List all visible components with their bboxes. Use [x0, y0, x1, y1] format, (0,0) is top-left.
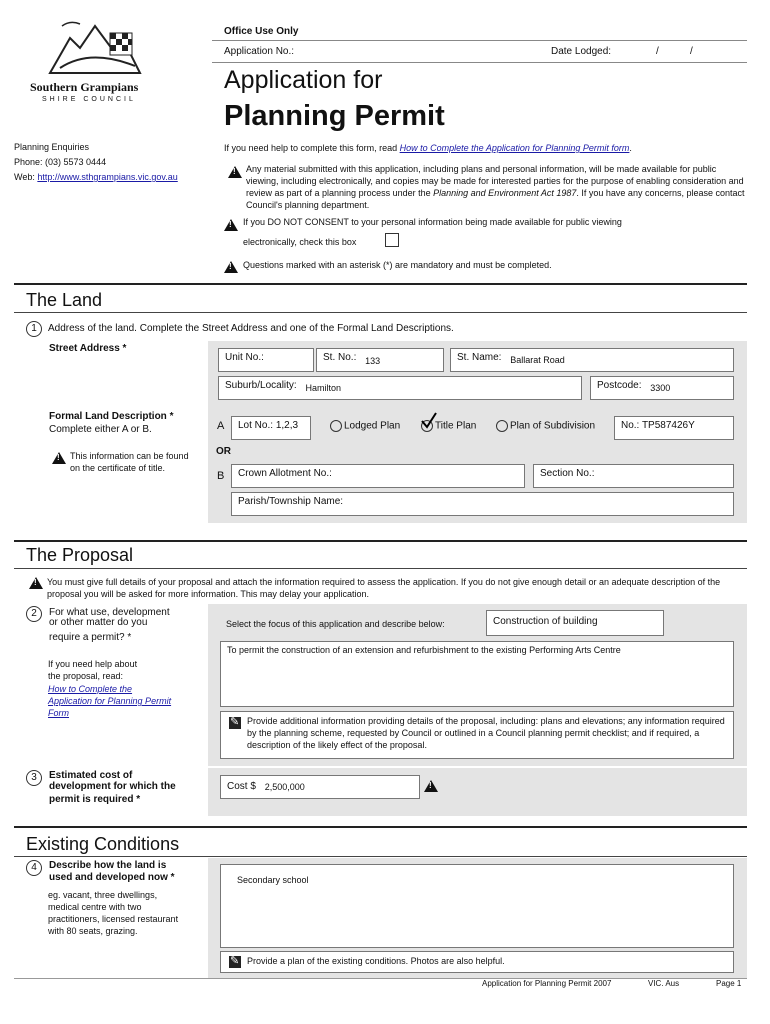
footer-page: Page 1	[716, 979, 742, 988]
cost-field[interactable]	[220, 775, 420, 799]
cost-question-1: Estimated cost of	[49, 770, 133, 781]
proposal-warning: You must give full details of your proposal and attach the information required to assess the application. If you do not give enough detail or an adequate description of the proposal you will be asked for more information. This may delay your application.	[47, 577, 721, 599]
unit-no-label: Unit No.:	[225, 352, 264, 363]
postcode-field[interactable]	[590, 376, 734, 400]
date-slash-1: /	[656, 46, 659, 57]
date-slash-2: /	[690, 46, 693, 57]
help-end: .	[629, 143, 632, 153]
help-text	[224, 143, 744, 153]
crown-allotment-label: Crown Allotment No.:	[238, 468, 332, 479]
cost-label: Cost $	[227, 781, 256, 792]
pencil-icon	[229, 956, 241, 968]
date-lodged-field: Date Lodged:	[551, 46, 612, 57]
proposal-help-link[interactable]: How to Complete the Application for Planning Permit Form	[48, 684, 172, 718]
proposal-help-2: the proposal, read:	[48, 671, 124, 681]
cost-question-2: development for which the	[49, 781, 176, 792]
existing-example: eg. vacant, three dwellings, medical centre with two practitioners, licensed restaurant with 80 seats, grazing.	[48, 890, 179, 936]
question-4-number: 4	[26, 860, 42, 876]
street-name-field[interactable]	[450, 348, 734, 372]
help-link[interactable]: How to Complete the Application for Planning Permit form	[399, 143, 630, 153]
lot-no-field[interactable]	[231, 416, 311, 440]
question-2-line1: For what use, development	[49, 607, 170, 618]
proposal-description[interactable]	[220, 641, 734, 707]
pencil-icon	[229, 717, 241, 729]
section-proposal: The Proposal	[26, 545, 134, 565]
lot-no-value: 1,2,3	[275, 420, 299, 431]
street-no-field[interactable]	[316, 348, 444, 372]
planning-enquiries: Planning Enquiries	[14, 142, 90, 152]
application-no-field: Application No.:	[224, 46, 295, 57]
question-2-line3: require a permit? *	[49, 632, 132, 643]
proposal-help-1: If you need help about	[48, 659, 138, 669]
plan-of-subdivision-option[interactable]	[496, 420, 595, 432]
postcode-value: 3300	[650, 383, 671, 393]
title-plan-label: Title Plan	[435, 420, 477, 432]
existing-plan-note-box	[220, 951, 734, 973]
certificate-info: This information can be found on the certificate of title.	[70, 451, 189, 473]
consent-line1: If you DO NOT CONSENT to your personal information being made available for public viewing	[243, 217, 622, 227]
lodged-plan-option[interactable]	[330, 420, 400, 432]
question-4-line1: Describe how the land is	[49, 860, 167, 871]
crown-allotment-field[interactable]	[231, 464, 525, 488]
consent-checkbox[interactable]	[385, 233, 399, 247]
warning-icon	[224, 261, 238, 273]
question-3-number: 3	[26, 770, 42, 786]
title-line1: Application for	[224, 66, 383, 94]
page-title: Planning Permit	[224, 100, 445, 132]
notice-act: Planning and Environment Act 1987	[433, 188, 577, 198]
footer-state: VIC. Aus	[648, 979, 680, 988]
website	[14, 172, 178, 182]
existing-plan-note: Provide a plan of the existing conditions. Photos are also helpful.	[247, 956, 505, 966]
focus-label: Select the focus of this application and describe below:	[226, 619, 445, 629]
consent-line2: electronically, check this box	[243, 237, 357, 247]
additional-info-text: Provide additional information providing details of the proposal, including: plans and elevations; any information required by the planning scheme, requested by Council or outlined in a Council planning permit checklist; and if required, a description of the likely effect of the proposal.	[247, 716, 725, 750]
focus-select[interactable]	[486, 610, 664, 636]
plan-of-subdivision-label: Plan of Subdivision	[510, 420, 596, 432]
council-logo-icon	[40, 18, 150, 78]
formal-land-sub: Complete either A or B.	[49, 424, 152, 435]
logo-sub: SHIRE COUNCIL	[42, 96, 136, 103]
warning-icon	[52, 452, 66, 464]
suburb-field[interactable]	[218, 376, 582, 400]
footer-form-name: Application for Planning Permit 2007	[482, 979, 612, 988]
parish-field[interactable]	[231, 492, 734, 516]
postcode-label: Postcode:	[597, 380, 642, 391]
mandatory-note: Questions marked with an asterisk (*) are mandatory and must be completed.	[243, 260, 552, 270]
formal-land-label: Formal Land Description *	[49, 411, 174, 422]
section-land: The Land	[26, 290, 103, 310]
cost-question-3: permit is required *	[49, 794, 141, 805]
street-name-value: Ballarat Road	[510, 355, 565, 365]
parish-label: Parish/Township Name:	[238, 496, 344, 507]
existing-use-value: Secondary school	[237, 875, 309, 885]
section-no-label: Section No.:	[540, 468, 595, 479]
cost-value: 2,500,000	[264, 782, 305, 792]
phone: Phone: (03) 5573 0444	[14, 157, 107, 167]
public-notice	[246, 163, 746, 211]
plan-no-field[interactable]	[614, 416, 734, 440]
office-use-heading: Office Use Only	[224, 26, 299, 37]
question-2-line2: or other matter do you	[49, 617, 148, 628]
plan-of-subdivision-radio[interactable]	[496, 420, 508, 432]
section-no-field[interactable]	[533, 464, 734, 488]
or-label: OR	[216, 446, 231, 457]
street-no-value: 133	[365, 356, 381, 366]
plan-no-label: No.:	[621, 420, 640, 431]
help-text-lead: If you need help to complete this form, read	[224, 143, 398, 153]
option-b-label: B	[217, 470, 225, 482]
question-1-text: Address of the land. Complete the Street Address and one of the Formal Land Descriptions.	[48, 323, 454, 334]
lot-no-label: Lot No.:	[238, 420, 274, 431]
warning-icon	[29, 577, 43, 589]
option-a-label: A	[217, 420, 225, 432]
street-name-label: St. Name:	[457, 352, 502, 363]
plan-no-value: TP587426Y	[641, 420, 695, 431]
section-existing: Existing Conditions	[26, 834, 180, 854]
question-2-number: 2	[26, 606, 42, 622]
web-label: Web:	[14, 172, 35, 182]
logo	[30, 18, 160, 108]
focus-value: Construction of building	[493, 616, 598, 627]
web-link[interactable]: http://www.sthgrampians.vic.gov.au	[37, 172, 178, 182]
warning-icon	[224, 219, 238, 231]
notice-text: Any material submitted with this application, including plans and personal information, will be made available for public viewing, including electronically, and copies may be made for interested parties for the purpose of enabling consideration and review as part of a planning process under the	[246, 164, 744, 198]
question-1-number: 1	[26, 321, 42, 337]
notice-end: . If you have any concerns, please contact Council's planning department.	[246, 188, 745, 210]
existing-use-field[interactable]	[220, 864, 734, 948]
lodged-plan-label: Lodged Plan	[344, 420, 401, 432]
warning-icon	[424, 780, 438, 792]
unit-no-field[interactable]	[218, 348, 314, 372]
suburb-label: Suburb/Locality:	[225, 380, 297, 391]
proposal-description-value: To permit the construction of an extension and refurbishment to the existing Performing Arts Centre	[227, 645, 621, 655]
logo-name: Southern Grampians	[30, 80, 139, 94]
question-4-line2: used and developed now *	[49, 872, 175, 883]
street-address-label: Street Address *	[49, 343, 127, 354]
lodged-plan-radio[interactable]	[330, 420, 342, 432]
warning-icon	[228, 166, 242, 178]
checkmark-icon	[420, 412, 438, 430]
street-no-label: St. No.:	[323, 352, 357, 363]
suburb-value: Hamilton	[305, 383, 342, 393]
additional-info-box	[220, 711, 734, 759]
